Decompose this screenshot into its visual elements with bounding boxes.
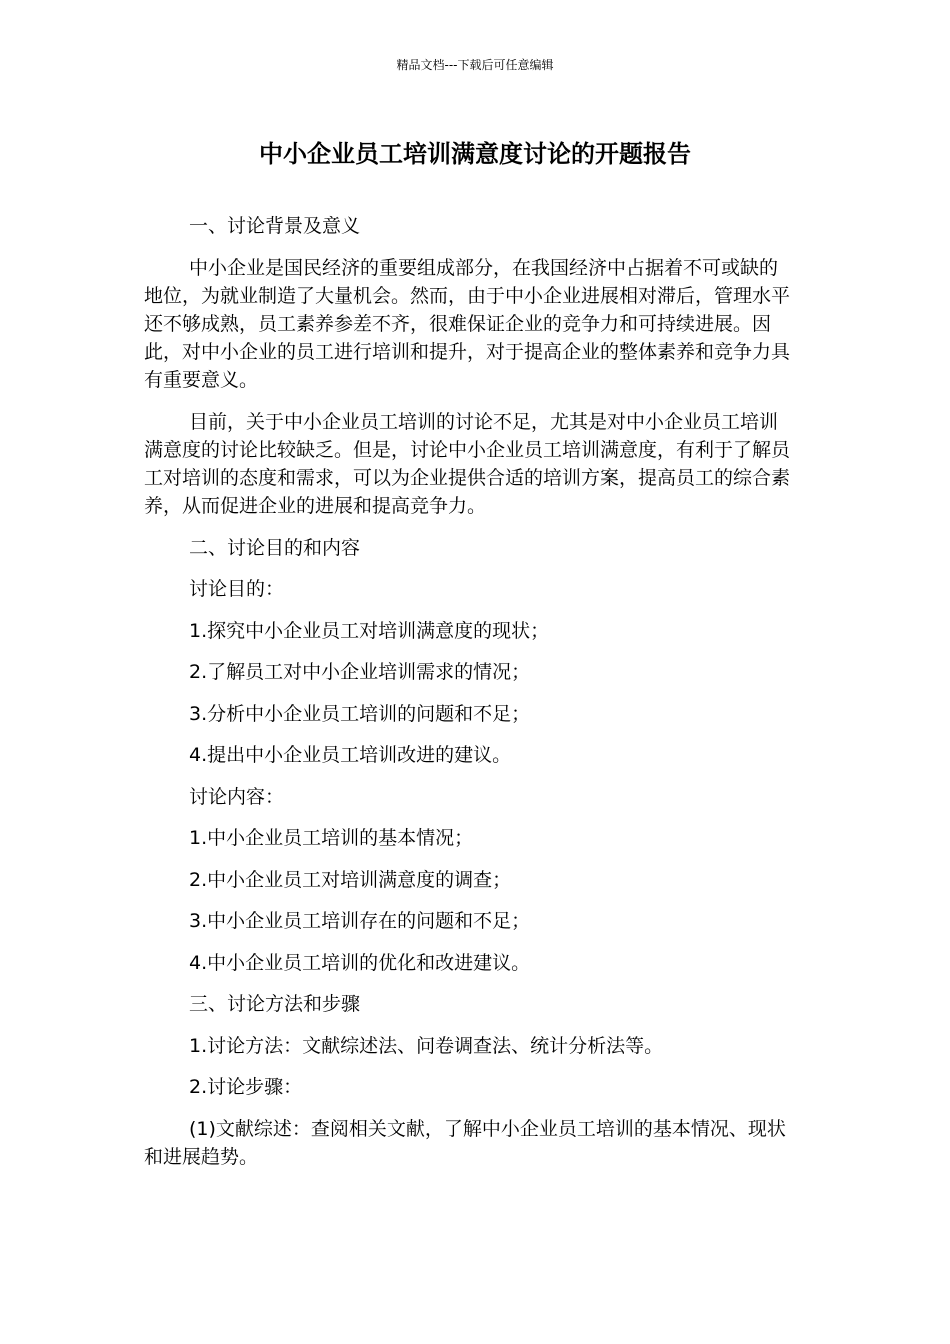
subheading: 讨论内容： xyxy=(189,785,285,808)
list-item: 2.讨论步骤： xyxy=(189,1076,303,1098)
page-header: 精品文档---下载后可任意编辑 xyxy=(396,58,554,72)
document-body xyxy=(144,212,796,1171)
paragraph: 目前，关于中小企业员工培训的讨论不足，尤其是对中小企业员工培训满意度的讨论比较缺乏。但是，讨论中小企业员工培训满意度，有利于了解员工对培训的态度和需求，可以为企业提供合适的培训方案，提高员工的综合素养，从而促进企业的进展和提高竞争力。 xyxy=(144,411,791,517)
list-item: 3.分析中小企业员工培训的问题和不足； xyxy=(189,702,531,725)
paragraph: 中小企业是国民经济的重要组成部分，在我国经济中占据着不可或缺的地位，为就业制造了大量机会。然而，由于中小企业进展相对滞后，管理水平还不够成熟，员工素养参差不齐，很难保证企业的竞争力和可持续进展。因此，对中小企业的员工进行培训和提升，对于提高企业的整体素养和竞争力具有重要意义。 xyxy=(144,257,791,391)
paragraph: (1)文献综述：查阅相关文献，了解中小企业员工培训的基本情况、现状和进展趋势。 xyxy=(144,1118,786,1168)
list-item: 2.中小企业员工对培训满意度的调查； xyxy=(189,868,512,891)
section-heading: 三、讨论方法和步骤 xyxy=(189,993,361,1015)
list-item: 4.中小企业员工培训的优化和改进建议。 xyxy=(189,951,531,974)
list-item: 2.了解员工对中小企业培训需求的情况； xyxy=(189,661,531,683)
list-item: 3.中小企业员工培训存在的问题和不足； xyxy=(189,910,531,932)
document-title: 中小企业员工培训满意度讨论的开题报告 xyxy=(259,140,691,168)
section-heading: 一、讨论背景及意义 xyxy=(189,215,361,237)
section-heading: 二、讨论目的和内容 xyxy=(189,536,361,559)
subheading: 讨论目的： xyxy=(189,578,285,600)
list-item: 4.提出中小企业员工培训改进的建议。 xyxy=(189,744,512,766)
list-item: 1.中小企业员工培训的基本情况； xyxy=(189,827,474,849)
list-item: 1.探究中小企业员工对培训满意度的现状； xyxy=(189,619,550,642)
list-item: 1.讨论方法：文献综述法、问卷调查法、统计分析法等。 xyxy=(189,1034,664,1057)
